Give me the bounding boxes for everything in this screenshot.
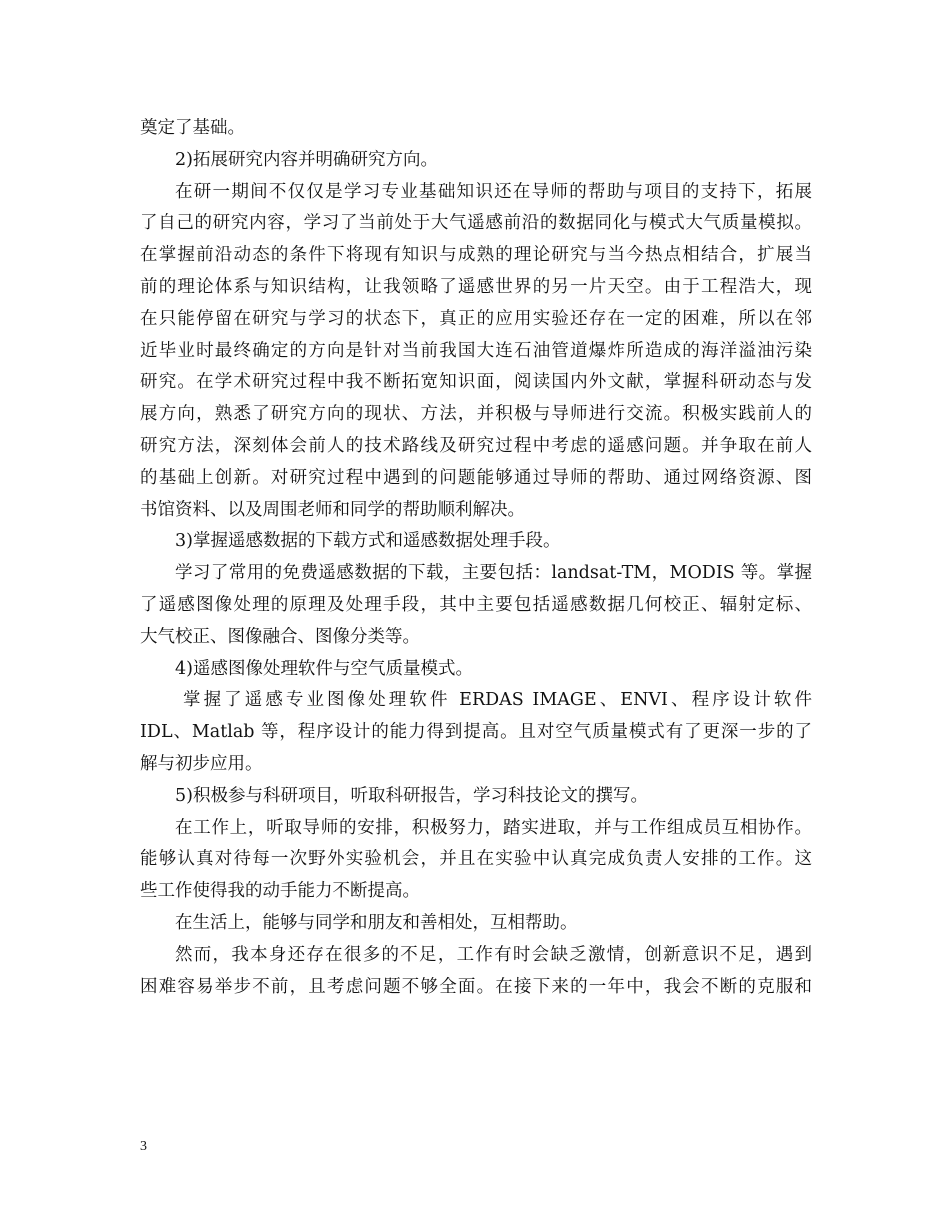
text-line: 然而，我本身还存在很多的不足，工作有时会缺乏激情，创新意识不足，遇到 [175,944,812,965]
section-heading: 2)拓展研究内容并明确研究方向。 [175,149,438,170]
text-line: 近毕业时最终确定的方向是针对当前我国大连石油管道爆炸所造成的海洋溢油污染 [140,340,812,361]
text-line: 研究方法，深刻体会前人的技术路线及研究过程中考虑的遥感问题。并争取在前人 [140,435,812,456]
text-line: 展方向，熟悉了研究方向的现状、方法，并积极与导师进行交流。积极实践前人的 [140,404,812,425]
text-line: 大气校正、图像融合、图像分类等。 [140,626,420,647]
text-line: 在生活上，能够与同学和朋友和善相处，互相帮助。 [175,912,578,933]
text-line: 书馆资料、以及周围老师和同学的帮助顺利解决。 [140,499,525,520]
text-line: 困难容易举步不前，且考虑问题不够全面。在接下来的一年中，我会不断的克服和 [140,976,812,997]
text-line: 的基础上创新。对研究过程中遇到的问题能够通过导师的帮助、通过网络资源、图 [140,467,812,488]
text-line: 在只能停留在研究与学习的状态下，真正的应用实验还存在一定的困难，所以在邻 [140,308,812,329]
text-line: 奠定了基础。 [140,118,245,138]
text-line: 了遥感图像处理的原理及处理手段，其中主要包括遥感数据几何校正、辐射定标、 [140,594,812,615]
text-line: 些工作使得我的动手能力不断提高。 [140,881,420,902]
text-line: 在工作上，听取导师的安排，积极努力，踏实进取，并与工作组成员互相协作。 [175,817,812,838]
text-line: 研究。在学术研究过程中我不断拓宽知识面，阅读国内外文献，掌握科研动态与发 [140,372,812,393]
text-line: 学习了常用的免费遥感数据的下载，主要包括：landsat-TM，MODIS 等。掌握 [175,563,812,584]
text-line: 解与初步应用。 [140,753,263,774]
section-heading: 3)掌握遥感数据的下载方式和遥感数据处理手段。 [175,531,561,552]
text-line: 在掌握前沿动态的条件下将现有知识与成熟的理论研究与当今热点相结合，扩展当 [140,245,812,266]
text-line: 前的理论体系与知识结构，让我领略了遥感世界的另一片天空。由于工程浩大，现 [140,276,812,297]
text-line: IDL、Matlab 等，程序设计的能力得到提高。且对空气质量模式有了更深一步的了 [140,722,812,743]
page-number: 3 [140,1139,147,1154]
body-text [140,113,812,1003]
text-line: 掌握了遥感专业图像处理软件 ERDAS IMAGE、ENVI、程序设计软件 [183,690,812,711]
section-heading: 4)遥感图像处理软件与空气质量模式。 [175,658,473,679]
section-heading: 5)积极参与科研项目，听取科研报告，学习科技论文的撰写。 [175,785,648,806]
text-line: 了自己的研究内容，学习了当前处于大气遥感前沿的数据同化与模式大气质量模拟。 [140,213,812,234]
text-line: 能够认真对待每一次野外实验机会，并且在实验中认真完成负责人安排的工作。这 [140,849,812,870]
text-line: 在研一期间不仅仅是学习专业基础知识还在导师的帮助与项目的支持下，拓展 [175,181,812,202]
